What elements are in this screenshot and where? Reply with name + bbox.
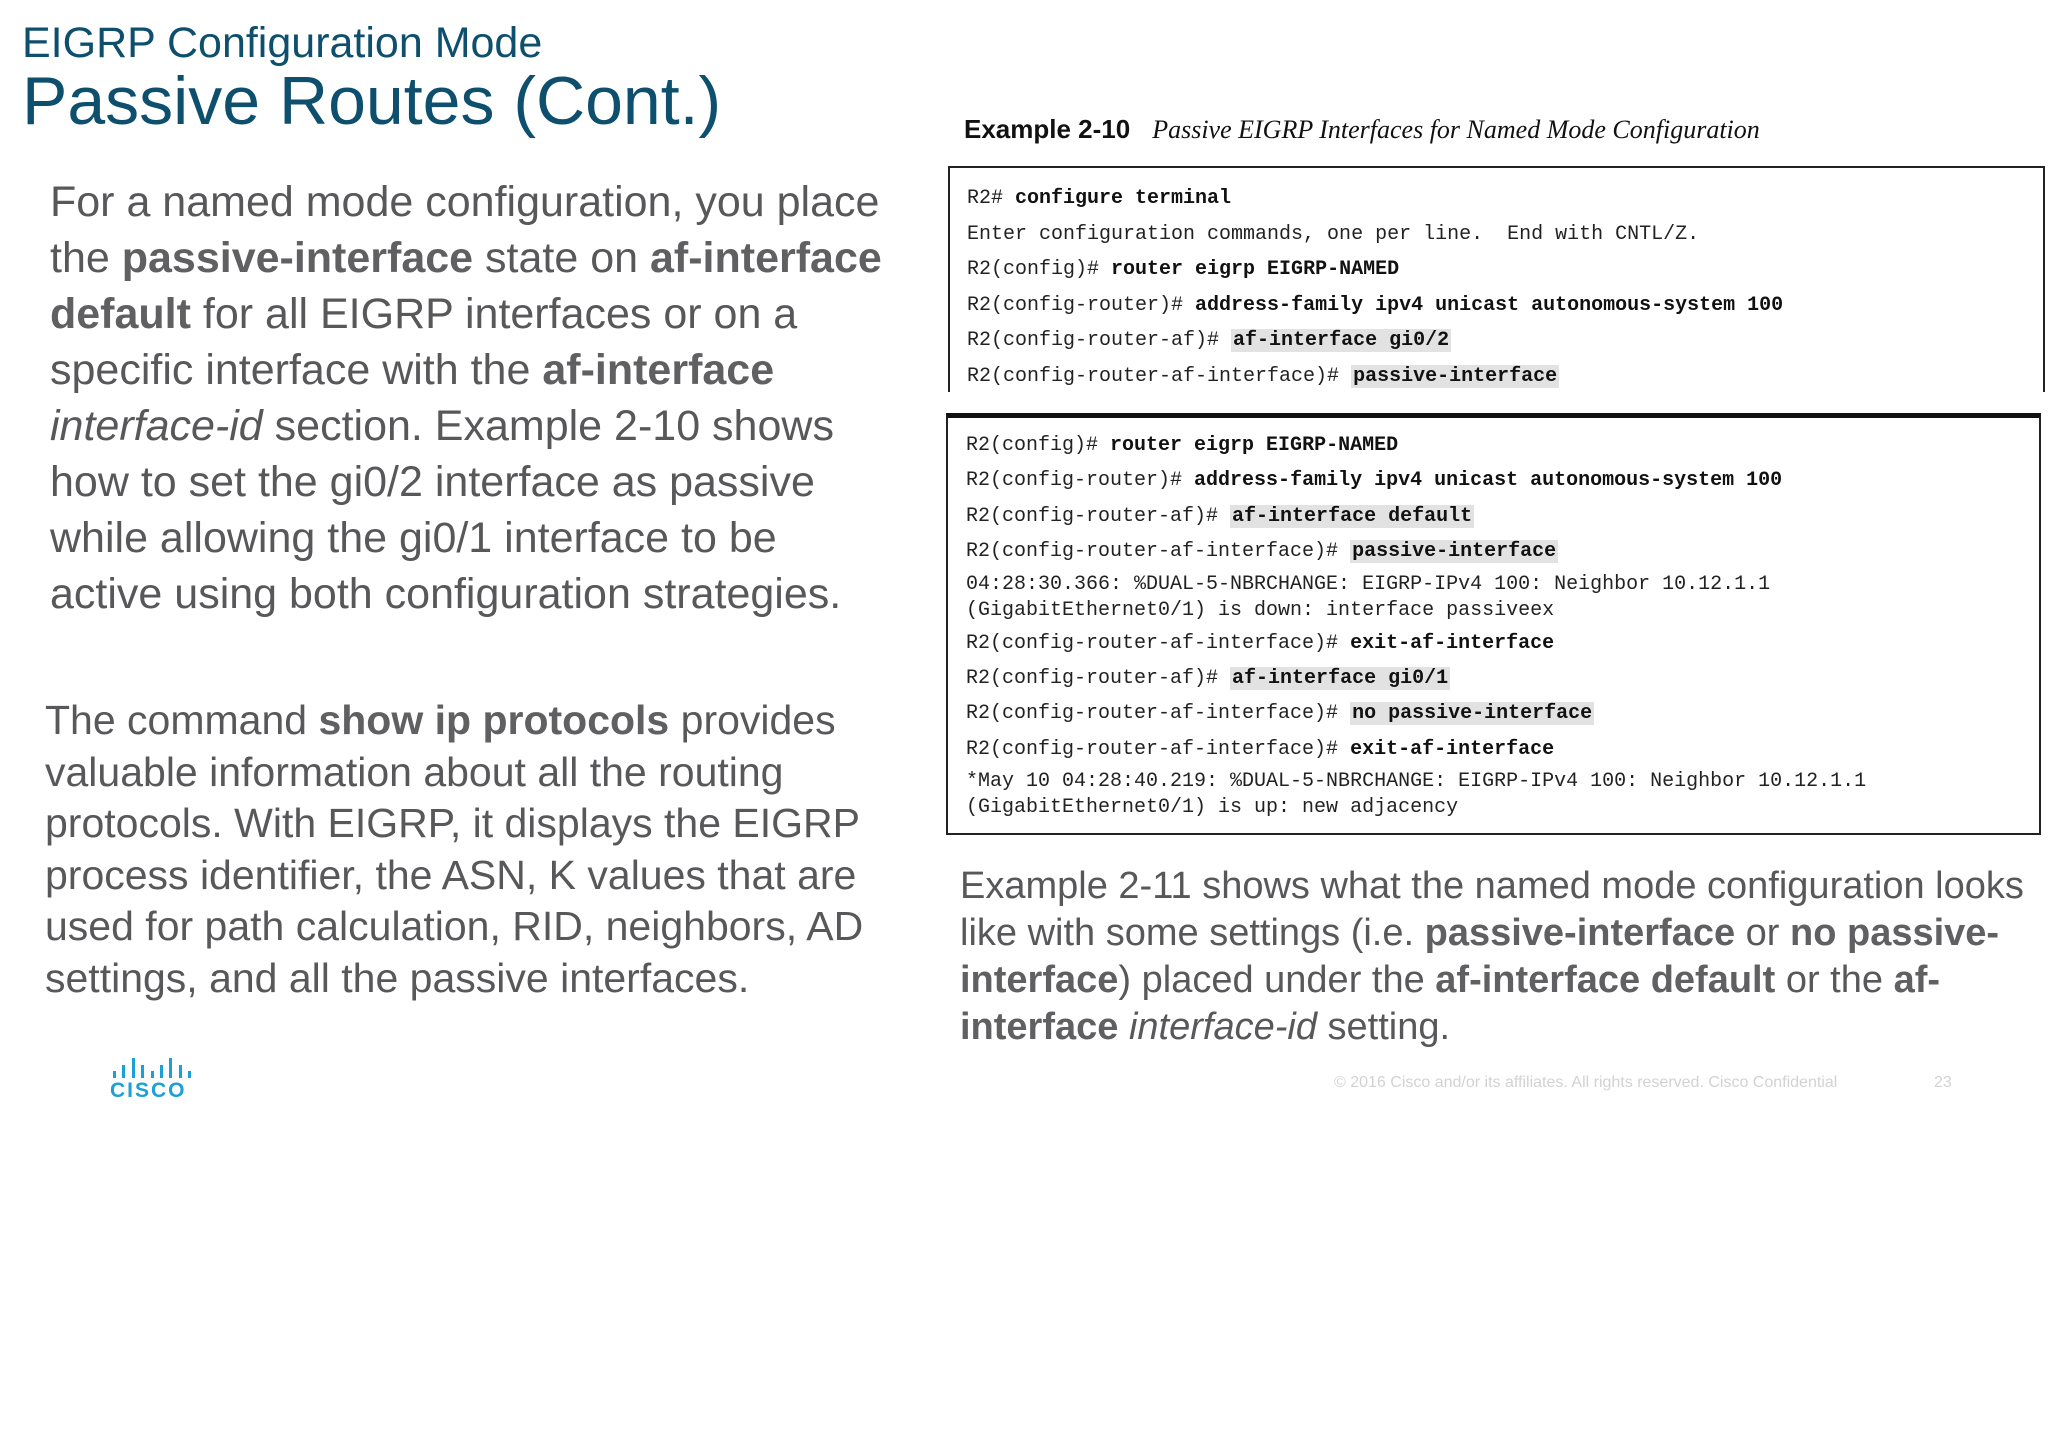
text-run: for all EIGRP interfaces or on a specific interface with the [50, 290, 798, 394]
show-ip-protocols-paragraph [45, 695, 905, 1004]
text-run [1118, 1006, 1129, 1048]
code-line [966, 463, 2039, 498]
code-prompt: R2(config-router-af-interface)# [967, 364, 1352, 388]
code-line [967, 217, 2043, 253]
text-run: state on [473, 234, 650, 282]
code-line [966, 732, 2039, 767]
text-run: ) placed under the [1118, 959, 1436, 1001]
code-command: address-family ipv4 unicast autonomous-system 100 [1195, 293, 1784, 317]
footer-copyright: © 2016 Cisco and/or its affiliates. All rights reserved. Cisco Confidential [1334, 1074, 1838, 1091]
text-run: setting. [1316, 1006, 1451, 1048]
example-caption [964, 114, 1760, 145]
cisco-wordmark: CISCO [110, 1079, 187, 1102]
intro-paragraph [50, 174, 900, 622]
code-line [967, 252, 2043, 288]
code-command: configure terminal [1015, 187, 1232, 210]
code-prompt: 04:28:30.366: %DUAL-5-NBRCHANGE: EIGRP-IPv4 100: Neighbor 10.12.1.1 (GigabitEthernet0/1) is down: interface passiveex [966, 572, 1771, 622]
code-block-af-interface-default [946, 413, 2041, 835]
code-line [966, 767, 2039, 823]
code-command: af-interface default [1232, 504, 1473, 528]
code-command: router eigrp EIGRP-NAMED [1110, 434, 1399, 457]
code-command: passive-interface [1353, 364, 1558, 388]
code-prompt: Enter configuration commands, one per line. End with CNTL/Z. [967, 222, 1700, 246]
code-block-interface-specific [948, 166, 2045, 392]
code-command: router eigrp EIGRP-NAMED [1111, 258, 1400, 281]
keyword-show-ip-protocols: show ip protocols [318, 697, 670, 743]
code-command: address-family ipv4 unicast autonomous-system 100 [1194, 469, 1783, 493]
keyword-af-interface-default: af-interface default [50, 234, 882, 338]
text-run: For a named mode configuration, you place the [50, 178, 880, 282]
code-line [967, 288, 2043, 324]
page-number: 23 [1934, 1074, 1952, 1091]
code-line [966, 626, 2039, 661]
code-line [966, 570, 2039, 626]
code-command: exit-af-interface [1350, 737, 1555, 761]
code-line [966, 428, 2039, 463]
code-command: af-interface gi0/1 [1232, 666, 1449, 690]
text-run: or the [1775, 959, 1894, 1001]
text-run: or [1735, 912, 1791, 954]
code-line [967, 181, 2043, 217]
placeholder-interface-id: interface-id [50, 402, 263, 450]
text-run: Example 2-11 shows what the named mode configuration looks like with some settings (i.e. [960, 865, 2024, 954]
text-run: section. Example 2-10 shows how to set the gi0/2 interface as passive while allowing the gi0/1 interface to be active using both configuration strategies. [50, 402, 842, 618]
slide-subtitle: EIGRP Configuration Mode [22, 19, 543, 67]
keyword-af-interface: af-interface [542, 346, 775, 394]
slide-title: Passive Routes (Cont.) [22, 63, 722, 139]
keyword-af-interface-default: af-interface default [1435, 959, 1776, 1001]
cisco-bars-icon [113, 1058, 191, 1078]
code-command: no passive-interface [1352, 702, 1593, 726]
code-prompt: R2(config-router-af)# [966, 504, 1231, 528]
code-line [966, 499, 2039, 534]
placeholder-interface-id: interface-id [1128, 1006, 1317, 1048]
code-prompt: R2(config-router-af-interface)# [966, 631, 1351, 655]
code-command: exit-af-interface [1350, 631, 1555, 655]
code-line [967, 323, 2043, 359]
code-prompt: R2(config-router-af-interface)# [966, 737, 1351, 761]
cisco-logo [110, 1058, 194, 1103]
example-2-11-paragraph [960, 863, 2040, 1051]
code-line [966, 661, 2039, 696]
code-prompt: R2(config)# [967, 258, 1112, 281]
text-run: provides valuable information about all the routing protocols. With EIGRP, it displays the EIGRP process identifier, the ASN, K values that are used for path calculation, RID, neighbors, AD settings, and all the passive interfaces. [45, 697, 864, 1001]
keyword-passive-interface: passive-interface [121, 234, 474, 282]
code-line [967, 359, 2043, 395]
code-prompt: R2(config)# [966, 434, 1111, 457]
code-line [966, 696, 2039, 731]
keyword-no-passive-interface: no passive-interface [960, 912, 2000, 1001]
code-prompt: R2# [967, 187, 1016, 210]
code-line [966, 534, 2039, 569]
code-prompt: R2(config-router-af)# [966, 666, 1231, 690]
keyword-passive-interface: passive-interface [1424, 912, 1736, 954]
code-prompt: R2(config-router)# [967, 293, 1196, 317]
example-number: Example 2-10 [964, 114, 1131, 144]
code-prompt: R2(config-router-af)# [967, 329, 1232, 352]
code-prompt: *May 10 04:28:40.219: %DUAL-5-NBRCHANGE: EIGRP-IPv4 100: Neighbor 10.12.1.1 (GigabitEthernet0/1) is up: new adjacency [966, 770, 1867, 820]
code-prompt: R2(config-router-af-interface)# [966, 702, 1351, 726]
example-title: Passive EIGRP Interfaces for Named Mode Configuration [1152, 115, 1760, 144]
code-command: af-interface gi0/2 [1233, 329, 1450, 352]
code-prompt: R2(config-router-af-interface)# [966, 540, 1351, 564]
keyword-af-interface: af-interface [960, 959, 1941, 1048]
code-command: passive-interface [1352, 540, 1557, 564]
text-run: The command [45, 697, 319, 743]
code-prompt: R2(config-router)# [966, 469, 1195, 493]
